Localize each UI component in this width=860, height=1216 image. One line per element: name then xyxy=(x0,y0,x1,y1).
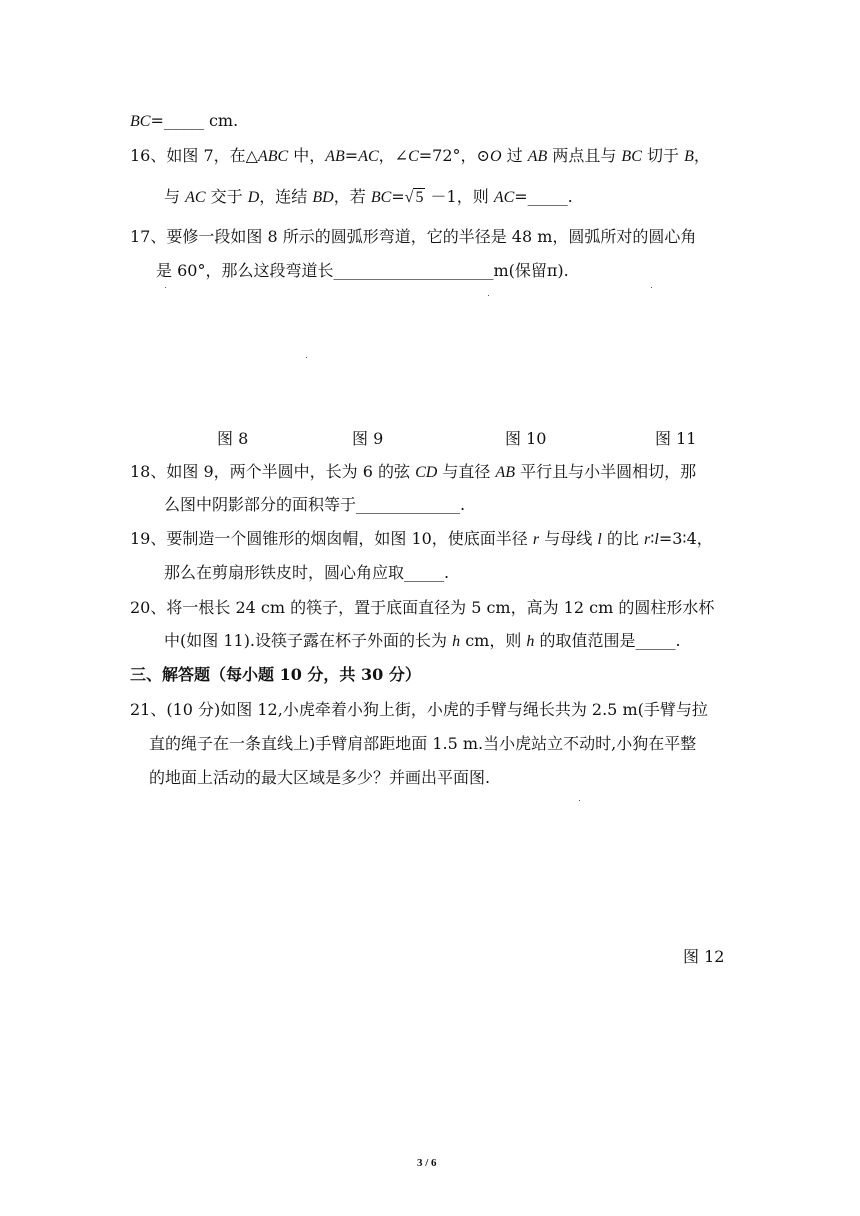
q18-line-2: 么图中阴影部分的面积等于_____________. xyxy=(164,495,466,514)
q16-var: BD xyxy=(312,189,334,206)
radicand: 5 xyxy=(415,189,424,206)
q20-var: h xyxy=(526,633,535,650)
q19-text: ∶ xyxy=(650,529,655,548)
q16-text: 与 xyxy=(164,187,186,206)
q19-text: 19、要制造一个圆锥形的烟囱帽，如图 10，使底面半径 xyxy=(130,529,533,548)
radical-sign: √ xyxy=(404,189,414,206)
q19-var: l xyxy=(654,531,659,548)
q16-var: AC xyxy=(358,148,379,165)
q15-bc: BC xyxy=(130,113,151,130)
q16-var: O xyxy=(489,148,502,165)
q20-text: 的取值范围是_____. xyxy=(534,631,681,650)
q16-var: AB xyxy=(325,148,345,165)
q18-line-1 xyxy=(130,461,696,484)
q20-text: 中(如图 11).设筷子露在杯子外面的长为 xyxy=(164,631,453,650)
q16-text: ，若 xyxy=(333,187,371,206)
figure-artifact xyxy=(579,800,580,801)
figure-artifact xyxy=(306,357,307,358)
q16-line-2 xyxy=(164,186,573,209)
figure-11-caption: 图 11 xyxy=(655,429,697,448)
q19-text: =3∶4， xyxy=(658,529,713,548)
figure-12-caption: 图 12 xyxy=(683,947,725,966)
q20-line-2 xyxy=(164,630,681,653)
q16-text: ，∠ xyxy=(378,146,409,165)
q16-text: 过 xyxy=(501,146,528,165)
q19-text: 的比 xyxy=(601,529,644,548)
q16-var: ABC xyxy=(257,148,289,165)
q16-text: = xyxy=(344,146,359,165)
section-3-heading: 三、解答题（每小题 10 分，共 30 分） xyxy=(130,665,421,684)
q16-text: 交于 xyxy=(205,187,248,206)
q16-text: ， xyxy=(693,146,710,165)
q16-var: AC xyxy=(493,189,515,206)
q16-var: BC xyxy=(621,148,642,165)
q16-text: =_____. xyxy=(514,187,573,206)
q18-text: 18、如图 9，两个半圆中，长为 6 的弦 xyxy=(130,462,416,481)
q15-answer-line xyxy=(130,110,238,133)
page-number: 3 / 6 xyxy=(417,1157,437,1169)
q16-text: ，连结 xyxy=(259,187,313,206)
q18-var: AB xyxy=(495,464,516,481)
q21-line-2: 直的绳子在一条直线上)手臂肩部距地面 1.5 m.当小虎站立不动时,小狗在平整 xyxy=(149,734,697,753)
q20-text: cm，则 xyxy=(460,631,527,650)
q21-line-1: 21、(10 分)如图 12,小虎牵着小狗上街，小虎的手臂与绳长共为 2.5 m(手臂与拉 xyxy=(130,700,708,719)
q19-var: r xyxy=(643,531,651,548)
q19-var: r xyxy=(532,531,540,548)
q18-text: 与直径 xyxy=(437,462,496,481)
q16-text: 切于 xyxy=(641,146,685,165)
figure-10-caption: 图 10 xyxy=(505,429,547,448)
q19-text: 与母线 xyxy=(539,529,598,548)
q16-text: = xyxy=(391,187,405,206)
q18-text: 平行且与小半圆相切，那 xyxy=(515,462,697,481)
q18-var: CD xyxy=(415,464,438,481)
q19-var: l xyxy=(597,531,602,548)
q16-line-1 xyxy=(130,145,710,168)
q19-line-1 xyxy=(130,528,713,551)
q16-var: D xyxy=(247,189,260,206)
q21-line-3: 的地面上活动的最大区域是多少？并画出平面图. xyxy=(149,768,491,787)
q16-text: －1，则 xyxy=(425,187,494,206)
q16-text: =72°，⊙ xyxy=(418,146,490,165)
figure-artifact xyxy=(488,295,489,296)
figure-8-caption: 图 8 xyxy=(217,429,249,448)
q16-var: B xyxy=(684,148,694,165)
q16-text: 16、如图 7，在△ xyxy=(130,146,258,165)
q17-line-1: 17、要修一段如图 8 所示的圆弧形弯道，它的半径是 48 m，圆弧所对的圆心角 xyxy=(130,227,697,246)
q19-line-2: 那么在剪扇形铁皮时，圆心角应取_____. xyxy=(164,563,450,582)
figure-artifact xyxy=(651,287,652,288)
q16-var: AC xyxy=(185,189,206,206)
q15-blank: =_____ cm. xyxy=(150,111,239,130)
q20-line-1: 20、将一根长 24 cm 的筷子，置于底面直径为 5 cm，高为 12 cm 的圆柱形水杯 xyxy=(130,598,715,617)
sqrt-five xyxy=(405,186,426,209)
q16-text: 两点且与 xyxy=(547,146,622,165)
q17-line-2: 是 60°，那么这段弯道长____________________m(保留π). xyxy=(156,261,569,280)
q16-var: AB xyxy=(527,148,548,165)
q16-var: BC xyxy=(370,189,392,206)
q16-var: C xyxy=(408,148,419,165)
q20-var: h xyxy=(452,633,461,650)
figure-artifact xyxy=(165,287,166,288)
q16-text: 中， xyxy=(288,146,326,165)
figure-9-caption: 图 9 xyxy=(352,429,384,448)
